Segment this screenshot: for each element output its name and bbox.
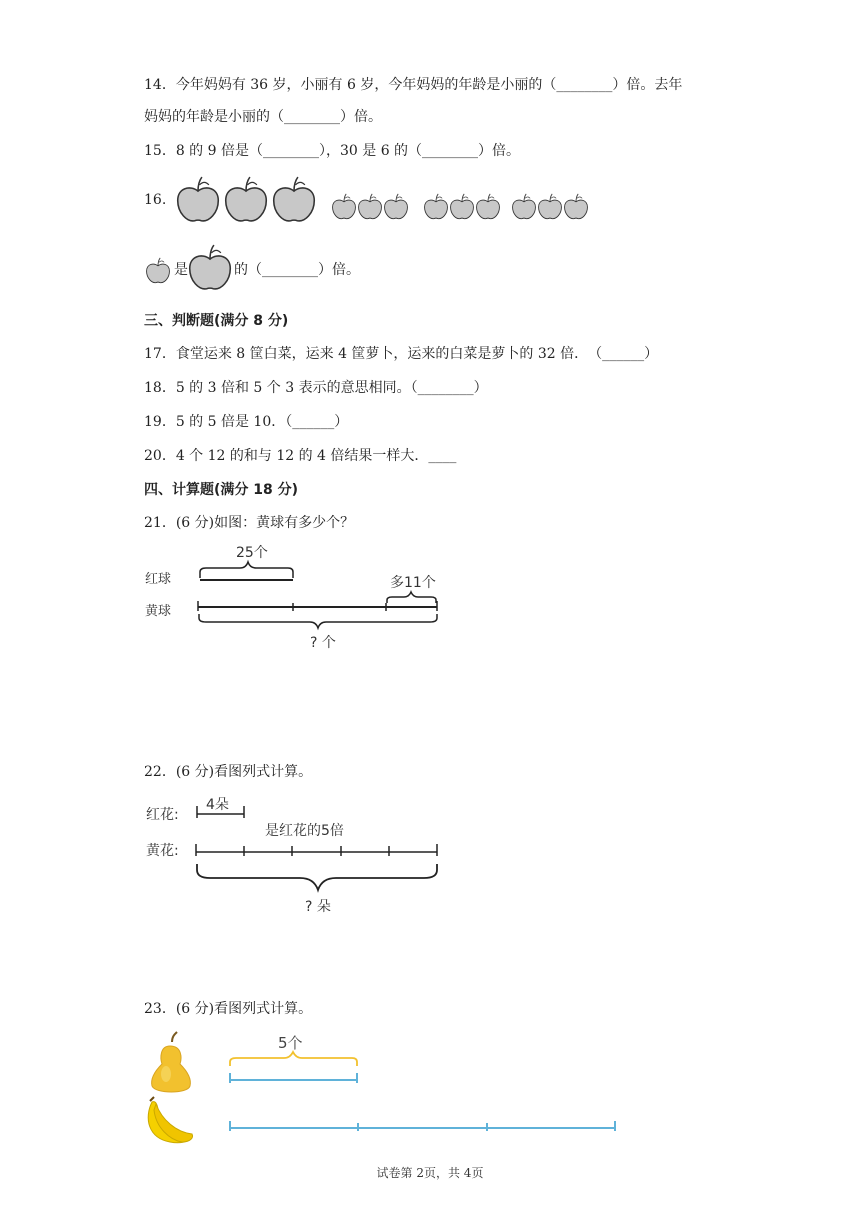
section-4-heading: 四、计算题(满分 18 分) (144, 482, 299, 498)
banana-icon (148, 1097, 192, 1143)
question-17: 17．食堂运来 8 筐白菜，运来 4 筐萝卜，运来的白菜是萝卜的 32 倍． （______） (144, 346, 659, 362)
question-20: 20．4 个 12 的和与 12 的 4 倍结果一样大．____ (144, 448, 457, 464)
question-15: 15．8 的 9 倍是（________），30 是 6 的（________）倍。 (144, 143, 521, 159)
yellow-flower-label: 黄花: (146, 843, 179, 859)
question-16-number: 16. (144, 192, 167, 208)
pear-count-label: 5个 (278, 1034, 303, 1052)
question-18: 18．5 的 3 倍和 5 个 3 表示的意思相同。（________） (144, 380, 488, 396)
yellow-ball-total-label: ? 个 (310, 635, 336, 651)
question-21: 21．(6 分)如图：黄球有多少个？ (144, 515, 355, 531)
red-ball-label: 红球 (145, 572, 172, 587)
question-14-line-2: 妈妈的年龄是小丽的（________）倍。 (144, 109, 382, 125)
ratio-label: 是红花的5倍 (265, 823, 344, 839)
pear-brace (230, 1052, 357, 1066)
question-16-text: 的（________）倍。 (234, 262, 360, 278)
red-flower-count-label: 4朵 (206, 797, 229, 813)
yellow-ball-label: 黄球 (145, 604, 172, 619)
more-eleven-label: 多11个 (390, 575, 436, 591)
section-3-heading: 三、判断题(满分 8 分) (144, 313, 289, 329)
question-22: 22．(6 分)看图列式计算。 (144, 764, 313, 780)
pear-icon (152, 1032, 191, 1092)
question-14-line-1: 14．今年妈妈有 36 岁，小丽有 6 岁，今年妈妈的年龄是小丽的（________）倍。去年 (144, 77, 683, 93)
page-footer: 试卷第 2页，共 4页 (376, 1166, 484, 1180)
yellow-flower-total-label: ? 朵 (305, 899, 331, 915)
red-flower-label: 红花: (146, 807, 179, 823)
question-19: 19．5 的 5 倍是 10．（______） (144, 414, 349, 430)
question-16-is: 是 (174, 262, 188, 278)
red-ball-count-label: 25个 (236, 545, 268, 561)
question-23: 23．(6 分)看图列式计算。 (144, 1001, 313, 1017)
